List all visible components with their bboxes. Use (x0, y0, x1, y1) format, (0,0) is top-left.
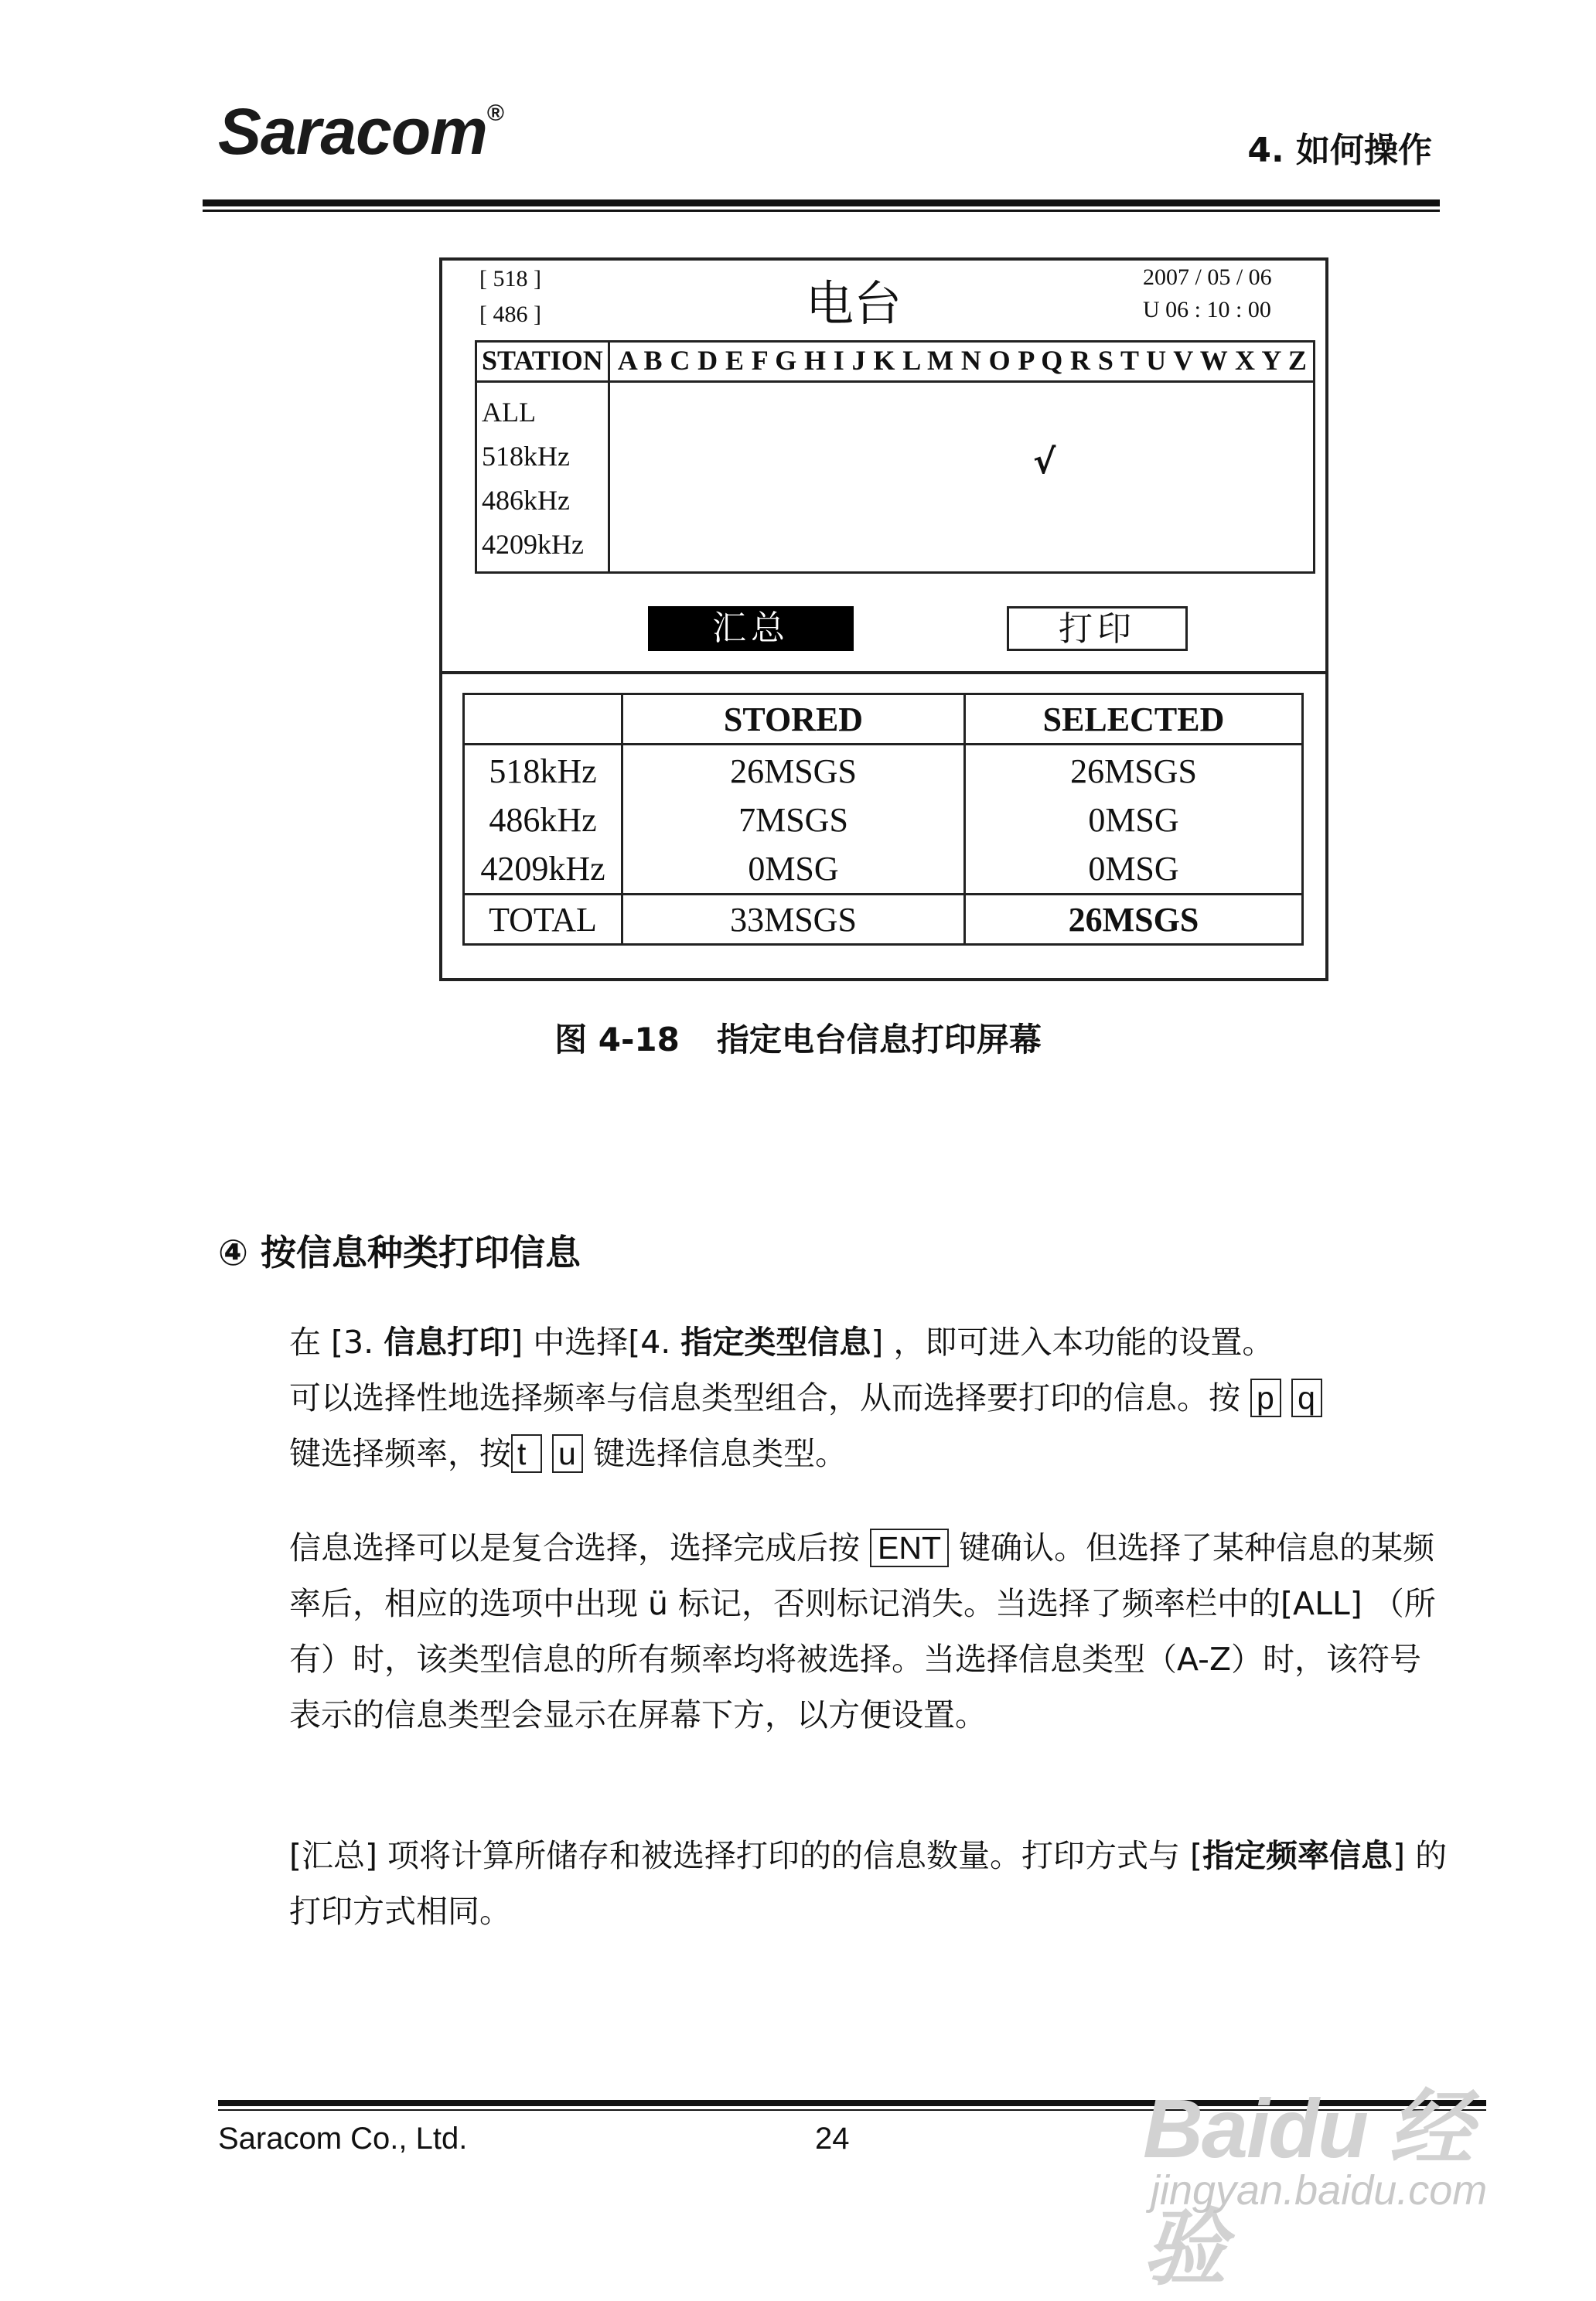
screen-title: 电台 (806, 275, 902, 332)
summary-freq: 486kHz (489, 801, 597, 839)
screen-frequency-indicator: [ 518 ] [ 486 ] (479, 266, 541, 327)
station-item-all[interactable]: ALL (482, 397, 536, 428)
summary-freq: 518kHz (489, 752, 597, 790)
figure-title: 指定电台信息打印屏幕 (716, 1021, 1042, 1058)
summary-selected: 0MSG (1088, 801, 1179, 839)
summary-selected: 0MSG (1088, 850, 1179, 888)
chapter-title: 4. 如何操作 (1247, 131, 1432, 170)
header-rule-thin (203, 210, 1440, 212)
message-type-letters[interactable]: A B C D E F G H I J K L M N O P Q R S T U V W X Y Z (609, 342, 1315, 382)
key-q: q (1291, 1379, 1322, 1417)
summary-total-selected: 26MSGS (965, 895, 1303, 945)
station-list (476, 382, 609, 573)
watermark (1135, 2030, 1537, 2295)
figure-caption (0, 1014, 1596, 1061)
summary-stored: 26MSGS (730, 752, 857, 790)
print-button[interactable]: 打印 (1007, 606, 1188, 651)
summary-table (462, 693, 1304, 946)
selection-matrix[interactable] (609, 382, 1315, 573)
summary-button[interactable]: 汇总 (648, 606, 854, 651)
summary-stored: 7MSGS (738, 801, 848, 839)
figure-number: 图 4-18 (554, 1021, 680, 1058)
paragraph-3: [汇总] 项将计算所储存和被选择打印的的信息数量。打印方式与 [指定频率信息] 的打印方式相同。 (289, 1837, 1448, 1930)
summary-stored: 0MSG (748, 850, 839, 888)
summary-stored-cells (622, 745, 965, 895)
key-ent: ENT (870, 1529, 949, 1567)
screen-datetime: 2007 / 05 / 06 U 06 : 10 : 00 (1143, 264, 1272, 322)
paragraph-1: 在 [3. 信息打印] 中选择[4. 指定类型信息] ，即可进入本功能的设置。 可以选择性地选择频率与信息类型组合，从而选择要打印的信息。按 p q 键选择频率，按 t u 键选择信息类型。 (289, 1314, 1449, 1481)
footer-company: Saracom Co., Ltd. (218, 2122, 468, 2156)
station-item-486[interactable]: 486kHz (482, 485, 570, 516)
summary-total-stored: 33MSGS (622, 895, 965, 945)
station-header: STATION (476, 342, 609, 382)
summary-selected: 26MSGS (1070, 752, 1197, 790)
station-item-518[interactable]: 518kHz (482, 441, 570, 472)
key-t: t (511, 1434, 542, 1473)
station-item-4209[interactable]: 4209kHz (482, 529, 584, 560)
header-rule (203, 199, 1440, 206)
summary-col-selected: SELECTED (965, 694, 1303, 745)
watermark-url: jingyan.baidu.com (1151, 2167, 1488, 2214)
section-heading: ④ 按信息种类打印信息 (218, 1232, 581, 1273)
station-selection-table (475, 340, 1315, 574)
key-u: u (552, 1434, 583, 1473)
summary-total-label: TOTAL (464, 895, 622, 945)
brand-logo: Saracom® (218, 95, 503, 168)
summary-freq-cells (464, 745, 622, 895)
summary-selected-cells (965, 745, 1303, 895)
summary-col-blank (464, 694, 622, 745)
paragraph-2: 信息选择可以是复合选择，选择完成后按 ENT 键确认。但选择了某种信息的某频率后，相应的选项中出现 ü 标记，否则标记消失。当选择了频率栏中的[ALL] （所有）时，该类型信息的所有频率均将被选择。当选择信息类型（A-Z）时，该符号表示的信息类型会显示在屏幕下方，以方便设置。 (289, 1529, 1436, 1733)
summary-col-stored: STORED (622, 694, 965, 745)
watermark-brand: Baidu 经验 (1143, 2081, 1472, 2295)
page-number: 24 (815, 2122, 850, 2156)
screen-divider (442, 671, 1325, 674)
selection-tick-icon: √ (1033, 442, 1056, 482)
summary-freq: 4209kHz (480, 850, 605, 888)
key-p: p (1250, 1379, 1281, 1417)
